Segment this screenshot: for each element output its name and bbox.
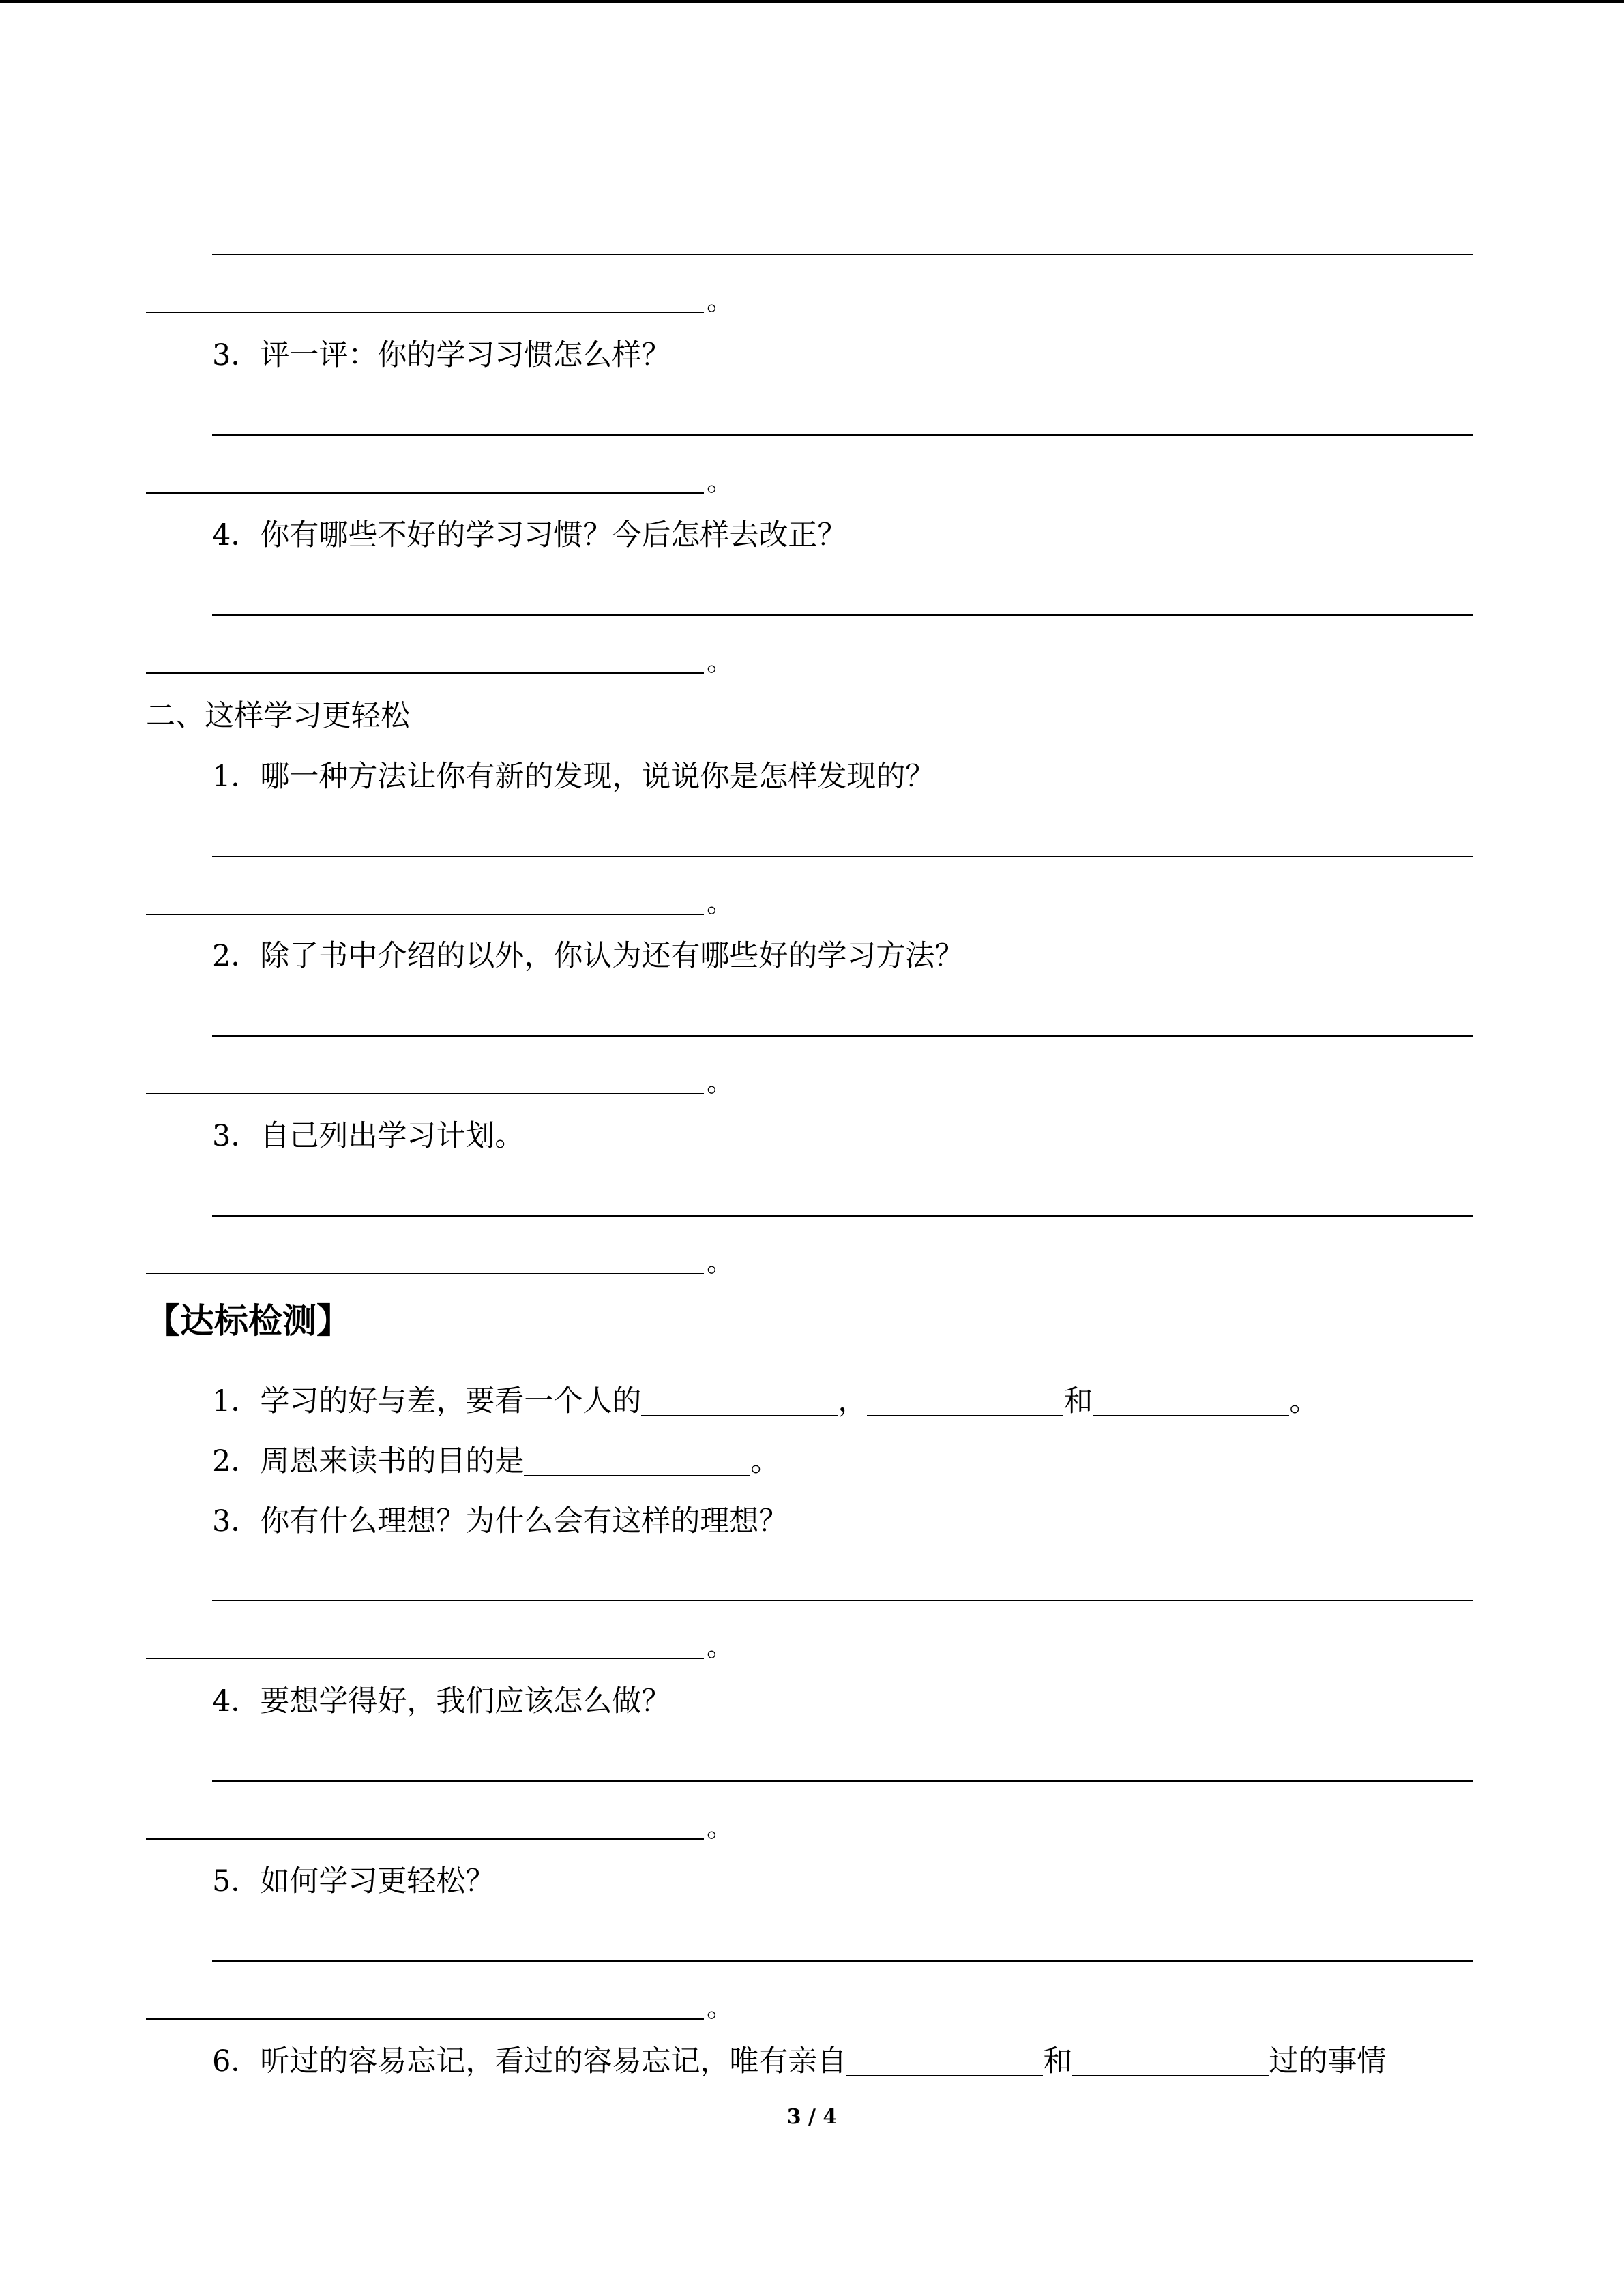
answer-line (146, 1273, 704, 1274)
blank-field[interactable] (846, 2048, 1043, 2076)
answer-period: 。 (707, 1812, 734, 1843)
answer-period: 。 (707, 887, 734, 919)
answer-line (146, 2018, 704, 2020)
separator: ， (838, 1384, 868, 1418)
answer-line (146, 1093, 704, 1094)
answer-line (212, 614, 1473, 616)
answer-period: 。 (707, 1631, 734, 1663)
answer-period: 。 (707, 285, 734, 316)
answer-line (146, 1838, 704, 1840)
fill-blank-question (212, 1444, 780, 1478)
blank-field[interactable] (1093, 1388, 1289, 1416)
answer-period: 。 (707, 1992, 734, 2023)
question-text: 3．评一评：你的学习习惯怎么样？ (212, 338, 671, 372)
blank-field[interactable] (867, 1388, 1063, 1416)
answer-line (212, 254, 1473, 255)
answer-line (146, 914, 704, 915)
question-text: 4．你有哪些不好的学习习惯？今后怎样去改正？ (212, 518, 847, 552)
answer-line (212, 434, 1473, 436)
answer-line (212, 1780, 1473, 1782)
fill-blank-question (212, 2044, 1387, 2078)
page-number: 3 / 4 (786, 2105, 838, 2129)
answer-period: 。 (707, 1247, 734, 1278)
answer-line (212, 1960, 1473, 1962)
answer-line (212, 1215, 1473, 1217)
question-text: 2．周恩来读书的目的是 (212, 1444, 525, 1478)
question-text: 3．自己列出学习计划。 (212, 1119, 525, 1153)
question-text: 2．除了书中介绍的以外，你认为还有哪些好的学习方法？ (212, 939, 964, 973)
answer-period: 。 (707, 1067, 734, 1098)
test-heading: 【达标检测】 (146, 1300, 351, 1341)
answer-line (212, 1035, 1473, 1037)
answer-period: 。 (707, 646, 734, 677)
answer-period: 。 (707, 466, 734, 497)
question-text: 6．听过的容易忘记，看过的容易忘记，唯有亲自 (212, 2044, 847, 2078)
fill-blank-question (212, 1384, 1319, 1418)
end-period: 。 (750, 1444, 780, 1478)
answer-line (146, 492, 704, 494)
question-text: 5．如何学习更轻松？ (212, 1864, 495, 1898)
answer-line (146, 312, 704, 313)
question-text-end: 过的事情 (1269, 2044, 1387, 2078)
top-border (0, 0, 1624, 3)
end-period: 。 (1289, 1384, 1319, 1418)
connector: 和 (1043, 2044, 1073, 2078)
question-text: 1．哪一种方法让你有新的发现，说说你是怎样发现的？ (212, 760, 935, 794)
answer-line (146, 672, 704, 674)
connector: 和 (1063, 1384, 1093, 1418)
blank-field[interactable] (1072, 2048, 1269, 2076)
blank-field[interactable] (641, 1388, 838, 1416)
answer-line (212, 1600, 1473, 1601)
question-text: 3．你有什么理想？为什么会有这样的理想？ (212, 1504, 788, 1538)
question-text: 4．要想学得好，我们应该怎么做？ (212, 1684, 671, 1718)
blank-field[interactable] (524, 1448, 750, 1476)
answer-line (146, 1658, 704, 1659)
question-text: 1．学习的好与差，要看一个人的 (212, 1384, 642, 1418)
answer-line (212, 856, 1473, 857)
section-heading: 二、这样学习更轻松 (146, 699, 410, 733)
